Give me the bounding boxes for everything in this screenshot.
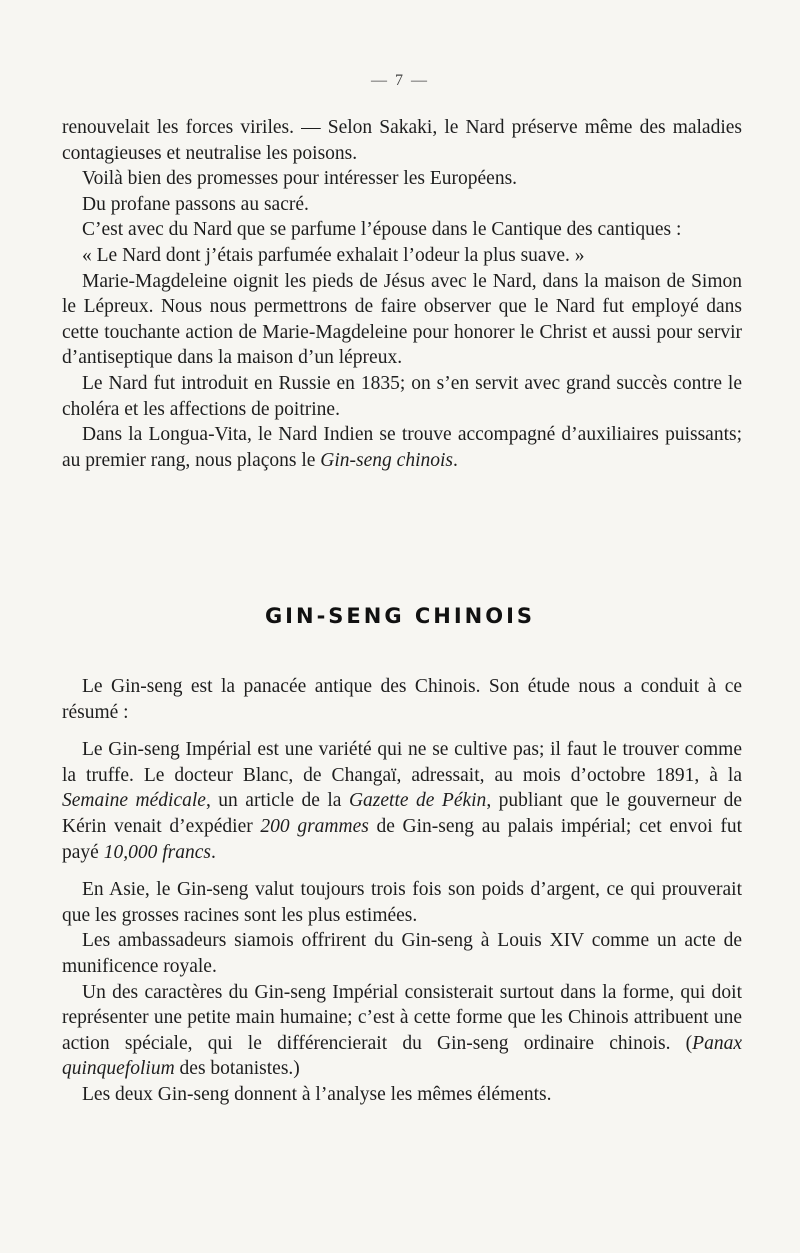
paragraph: Voilà bien des promesses pour intéresser les Européens. bbox=[82, 168, 518, 190]
text-run: , un article de la bbox=[205, 790, 349, 812]
italic-journal-title: Gazette de Pékin bbox=[348, 790, 487, 812]
italic-journal-title: Semaine médicale bbox=[62, 790, 206, 812]
paragraph: En Asie, le Gin-seng valut toujours trois fois son poids d’argent, ce qui prouverait que les grosses racines sont les plus estimées. bbox=[62, 879, 742, 926]
text-run: des botanistes.) bbox=[174, 1058, 300, 1080]
text-run: . bbox=[210, 841, 216, 863]
text-run: Le Gin-seng Impérial est une variété qui ne se cultive pas; il faut le trouver comme la truffe. Le docteur Blanc, de Changaï, adressait, au mois d’octobre 1891, à la bbox=[62, 739, 742, 786]
paragraph-form bbox=[62, 980, 742, 1082]
paragraph: Marie-Magdeleine oignit les pieds de Jésus avec le Nard, dans la maison de Simon le Lépreux. Nous nous permettrons de faire observer que le Nard fut employé dans cette touchante action de Marie-Magdeleine pour honorer le Christ et aussi pour servir d’antiseptique dans la maison d’un lépreux. bbox=[62, 270, 742, 369]
paragraph: Les deux Gin-seng donnent à l’analyse les mêmes éléments. bbox=[82, 1083, 552, 1105]
page-number: — 7 — bbox=[371, 72, 429, 89]
italic-botanical-name: Panax quinquefolium bbox=[62, 1032, 742, 1080]
text-run: Un des caractères du Gin-seng Impérial consisterait surtout dans la forme, qui doit représenter une petite main humaine; c’est à cette forme que les Chinois attribuent une action spéciale, qui le différencierait du Gin-seng ordinaire chinois. ( bbox=[62, 981, 742, 1054]
paragraph-longua-vita bbox=[62, 422, 742, 473]
paragraph: Du profane passons au sacré. bbox=[82, 193, 309, 215]
bottom-text-block bbox=[62, 674, 742, 1108]
top-text-block bbox=[62, 115, 742, 473]
italic-term: Gin-seng chinois bbox=[320, 449, 453, 471]
quotation: « Le Nard dont j’étais parfumée exhalait l’odeur la plus suave. » bbox=[82, 244, 585, 266]
section-heading: GIN-SENG CHINOIS bbox=[264, 604, 536, 628]
paragraph: renouvelait les forces viriles. — Selon Sakaki, le Nard préserve même des maladies contagieuses et neutralise les poisons. bbox=[62, 117, 742, 164]
paragraph: Le Nard fut introduit en Russie en 1835; on s’en servit avec grand succès contre le choléra et les affections de poitrine. bbox=[62, 372, 742, 420]
paragraph-text: Dans la Longua-Vita, le Nard Indien se trouve accompagné d’auxiliaires puissants; au premier rang, nous plaçons le bbox=[62, 424, 742, 471]
paragraph: C’est avec du Nard que se parfume l’épouse dans le Cantique des cantiques : bbox=[82, 219, 682, 241]
punctuation: . bbox=[453, 449, 458, 471]
text-run: , publiant que le gouverneur de Kérin venait d’expédier bbox=[62, 790, 742, 837]
paragraph: Les ambassadeurs siamois offrirent du Gin-seng à Louis XIV comme un acte de munificence royale. bbox=[62, 930, 742, 977]
italic-quantity: 200 grammes bbox=[260, 815, 369, 837]
paragraph-intro: Le Gin-seng est la panacée antique des Chinois. Son étude nous a conduit à ce résumé : bbox=[62, 676, 742, 723]
italic-price: 10,000 francs bbox=[103, 841, 211, 863]
paragraph-imperial bbox=[62, 737, 742, 865]
text-run: de Gin-seng au palais impérial; cet envoi fut payé bbox=[62, 815, 743, 863]
